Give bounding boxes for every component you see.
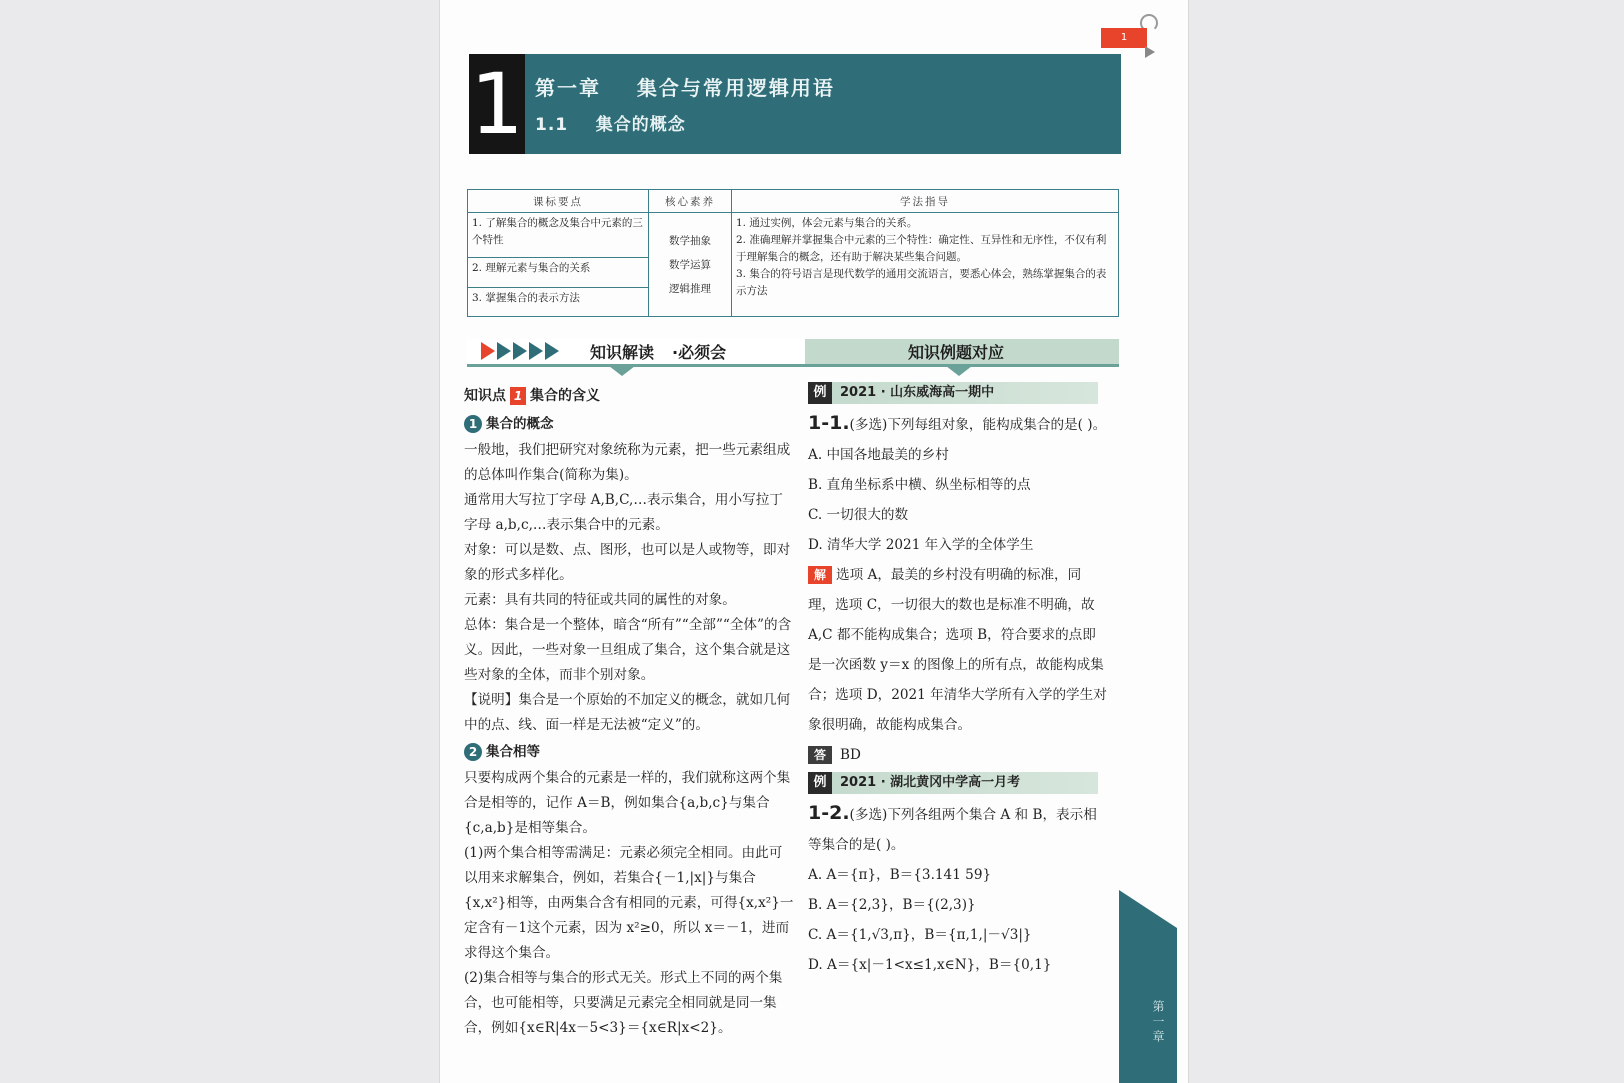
side-tab-corner: [1119, 890, 1177, 928]
paragraph: (1)两个集合相等需满足：元素必须完全相同。由此可以用来求解集合，例如，若集合{－1,|x|}与集合{x,x²}相等，由两集合含有相同的元素，可得{x,x²}一定含有－1这个元素，因为 x²≥0，所以 x＝－1，进而求得这个集合。: [464, 845, 794, 961]
question-stem: [808, 408, 1108, 440]
arrow-icon: [529, 342, 543, 360]
option: A. A＝{π}，B＝{3.141 59}: [808, 867, 992, 883]
subsection-title: 集合的概念: [486, 416, 554, 432]
banner-knowledge-label: 知识解读: [590, 343, 655, 362]
question-number: 1-2.: [808, 802, 850, 824]
example-tag: 例: [808, 382, 832, 404]
solution-text: 选项 A，最美的乡村没有明确的标准，同理，选项 C，一切很大的数也是标准不明确，故 A,C 都不能构成集合；选项 B，符合要求的点即是一次函数 y＝x 的图像上的所有点，故能构成集合；选项 D，2021 年清华大学所有入学的学生对象很明确，故能构成集合。: [808, 567, 1107, 733]
solution: [808, 560, 1108, 740]
arrow-icon: [481, 342, 495, 360]
banner-must-know-label: ·必须会: [672, 343, 727, 362]
option: C. A＝{1,√3,π}，B＝{π,1,|－√3|}: [808, 927, 1032, 943]
solution-tag: 解: [808, 566, 832, 584]
banner-examples-label: 知识例题对应: [908, 343, 1005, 362]
arrow-icon: [545, 342, 559, 360]
knowledge-point-number: 1: [510, 387, 526, 405]
example-source: 2021 · 湖北黄冈中学高一月考: [840, 775, 1021, 790]
goal-cell: 2. 理解元素与集合的关系: [468, 258, 649, 288]
paragraph: 通常用大写拉丁字母 A,B,C,…表示集合，用小写拉丁字母 a,b,c,…表示集合中的元素。: [464, 492, 783, 533]
banner-divider: [467, 364, 1119, 367]
goal-cell: 1. 了解集合的概念及集合中元素的三个特性: [468, 213, 649, 258]
circle-number-icon: 1: [464, 415, 482, 433]
answer-text: BD: [840, 747, 861, 763]
question-text: (多选)下列各组两个集合 A 和 B，表示相等集合的是( )。: [808, 807, 1097, 853]
answer-tag: 答: [808, 746, 832, 764]
question-number: 1-1.: [808, 412, 850, 434]
curriculum-standards-table: [467, 189, 1119, 317]
core-literacy-cell: [649, 213, 732, 317]
guidance-item: 2. 准确理解并掌握集合中元素的三个特性：确定性、互异性和无序性，不仅有利于理解集合的概念，还有助于解决某些集合问题。: [736, 234, 1107, 263]
section-title: 1.1 集合的概念: [535, 115, 686, 135]
page-tab-arrow-icon: [1145, 46, 1155, 58]
option: D. 清华大学 2021 年入学的全体学生: [808, 537, 1034, 553]
table-header: 核心素养: [649, 190, 732, 213]
side-tab-label: 第一章: [1151, 1000, 1165, 1045]
knowledge-point-title: 集合的含义: [530, 388, 600, 404]
example-source: 2021 · 山东威海高一期中: [840, 385, 995, 400]
banner-notch: [609, 366, 635, 376]
question-stem: [808, 798, 1108, 860]
option: D. A＝{x|－1<x≤1,x∈N}，B＝{0,1}: [808, 957, 1052, 973]
option: A. 中国各地最美的乡村: [808, 447, 949, 463]
paragraph: 总体：集合是一个整体，暗含“所有”“全部”“全体”的含义。因此，一些对象一旦组成了集合，这个集合就是这些对象的全体，而非个别对象。: [464, 617, 792, 683]
paragraph: 对象：可以是数、点、图形，也可以是人或物等，即对象的形式多样化。: [464, 542, 791, 583]
knowledge-column: [464, 384, 794, 1041]
paragraph: 元素：具有共同的特征或共同的属性的对象。: [464, 592, 736, 608]
example-tag: 例: [808, 772, 832, 794]
banner-notch: [946, 366, 972, 376]
subsection-title: 集合相等: [486, 744, 540, 760]
table-header: 学法指导: [732, 190, 1119, 213]
guidance-item: 1. 通过实例，体会元素与集合的关系。: [736, 217, 918, 229]
table-header: 课标要点: [468, 190, 649, 213]
guidance-item: 3. 集合的符号语言是现代数学的通用交流语言，要悉心体会，熟练掌握集合的表示方法: [736, 268, 1107, 297]
core-item: 数学运算: [669, 258, 711, 271]
knowledge-point-label: 知识点: [464, 388, 506, 404]
option: C. 一切很大的数: [808, 507, 909, 523]
subsection-heading: [464, 412, 794, 438]
paragraph: 一般地，我们把研究对象统称为元素，把一些元素组成的总体叫作集合(简称为集)。: [464, 442, 791, 483]
core-item: 逻辑推理: [669, 282, 711, 295]
core-item: 数学抽象: [669, 234, 711, 247]
page-number-tab: 1: [1101, 28, 1147, 48]
paragraph: (2)集合相等与集合的形式无关。形式上不同的两个集合，也可能相等，只要满足元素完全相同就是同一集合，例如{x∈R|4x－5<3}＝{x∈R|x<2}。: [464, 970, 783, 1036]
option: B. A＝{2,3}，B＝{(2,3)}: [808, 897, 976, 913]
guidance-cell: [732, 213, 1119, 317]
arrow-icon: [513, 342, 527, 360]
chapter-header-band: [469, 54, 1121, 154]
chapter-number: 1: [470, 55, 524, 153]
subsection-heading: [464, 740, 794, 766]
answer: [808, 740, 1108, 770]
note-paragraph: 【说明】集合是一个原始的不加定义的概念，就如几何中的点、线、面一样是无法被“定义”的。: [464, 692, 791, 733]
knowledge-point-heading: [464, 384, 794, 410]
option: B. 直角坐标系中横、纵坐标相等的点: [808, 477, 1031, 493]
example-source-bar: [808, 772, 1098, 794]
goal-cell: 3. 掌握集合的表示方法: [468, 287, 649, 317]
arrow-icon: [497, 342, 511, 360]
circle-number-icon: 2: [464, 743, 482, 761]
examples-column: [808, 382, 1108, 980]
paragraph: 只要构成两个集合的元素是一样的，我们就称这两个集合是相等的，记作 A＝B，例如集合{a,b,c}与集合{c,a,b}是相等集合。: [464, 770, 791, 836]
example-source-bar: [808, 382, 1098, 404]
question-text: (多选)下列每组对象，能构成集合的是( )。: [849, 417, 1107, 433]
chapter-title: 第一章 集合与常用逻辑用语: [535, 76, 835, 100]
